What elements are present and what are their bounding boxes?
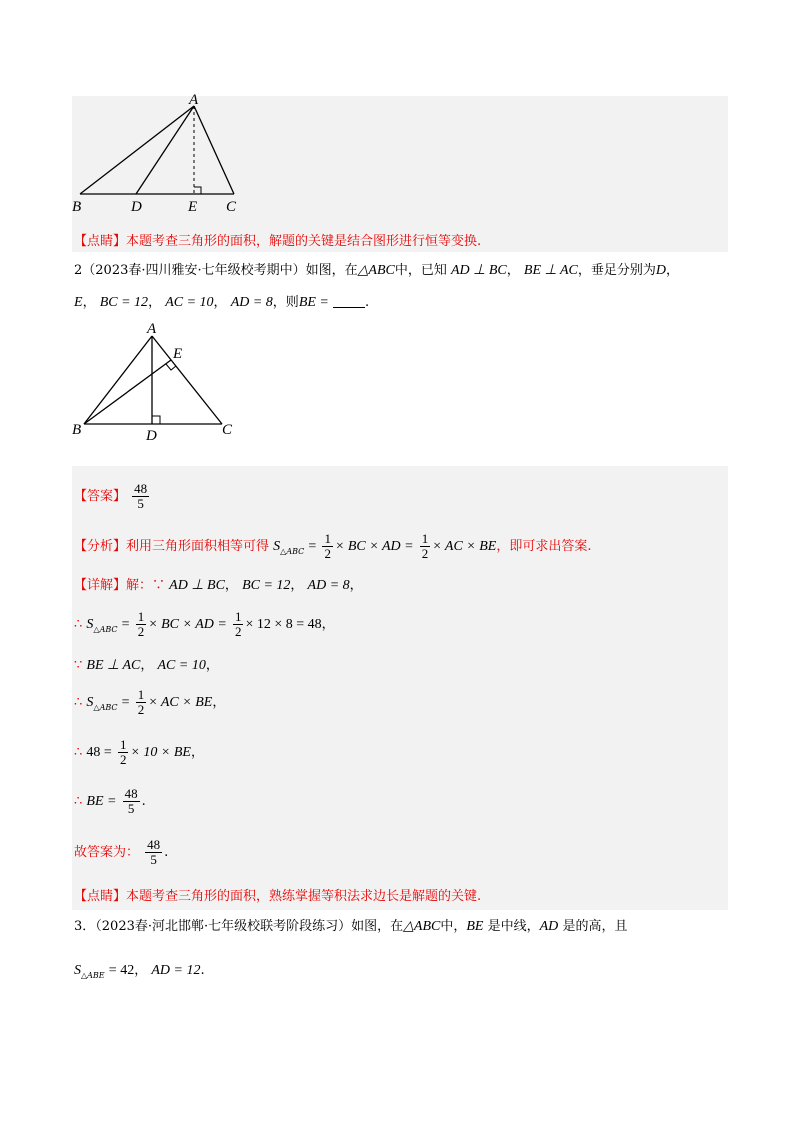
equals: = [121,617,130,632]
triangle-figure-1 [70,92,250,214]
label-d: D [131,199,142,214]
detail-c2: BC = 12 [242,578,291,593]
detail-line-2: ∴ $S_{\triangle ABC}$ = $\frac{1}{2}$ × BC × AD = $\frac{1}{2}$ × 12 × 8 = 48， [74,609,335,639]
half-fraction: $\frac{1}{2}$ [119,737,127,767]
q2-comma: ， [665,263,679,278]
dianjing-tag: 【点睛】 [74,889,127,904]
answer-blank [333,295,365,308]
q2-triangle: △ABC [357,263,395,278]
question-3-line-2 [74,962,205,985]
question-2-line-1 [74,262,679,280]
label-a: A [147,321,157,337]
q3-mid: 中， [440,919,467,934]
q2-bc: BC = 12 [99,295,149,310]
final-answer-line: 故答案为： $\frac{48}{5}$ . [74,837,169,867]
analysis-tag: 【分析】 [74,539,127,554]
label-b: B [72,422,82,438]
dianjing-text: 本题考查三角形的面积，解题的关键是结合图形进行恒等变换. [126,234,482,249]
area-symbol: S [86,695,94,710]
q3-be: BE [466,919,484,934]
detail-line-3: ∵ BE ⊥ AC， AC = 10， [74,658,219,673]
q2-condition-2: BE ⊥ AC [523,263,578,278]
q2-ask: BE = [298,295,329,310]
q3-comma: ， [134,963,148,978]
q2-mid: 中，已知 [394,263,447,278]
therefore-symbol: ∴ [74,617,83,632]
label-e: E [188,199,198,214]
detail-c1: AD ⊥ BC [169,578,225,593]
label-a: A [189,92,199,108]
q3-ad-value: AD = 12 [151,963,201,978]
detail-c4: BE ⊥ AC [86,658,141,673]
half-fraction: $\frac{1}{2}$ [137,609,145,639]
q2-d: D [655,263,666,278]
detail-expr: × 10 × BE [130,745,191,760]
answer-fraction: $\frac{48}{5}$ [134,481,148,511]
q3-ad: AD [539,919,559,934]
half-fraction: $\frac{1}{2}$ [421,531,429,561]
result-fraction: $\frac{48}{5}$ [147,837,161,867]
detail-lhs: BE = [86,794,117,809]
because-symbol: ∵ [74,658,83,673]
detail-intro: 解：∵ [126,578,166,593]
area-subscript: △ABC [93,625,118,634]
area-subscript: △ABC [93,703,118,712]
therefore-symbol: ∴ [74,794,83,809]
detail-tag: 【详解】 [74,578,127,593]
equals: = [121,695,130,710]
area-symbol: S [74,963,81,978]
detail-c3: AD = 8 [307,578,350,593]
analysis-expr-2: × AC × BE [432,539,497,554]
q2-then: ，则 [272,295,299,310]
q3-triangle: △ABC [403,919,441,934]
therefore-symbol: ∴ [74,745,83,760]
q2-e: E [74,295,83,310]
dianjing-2 [74,888,481,906]
final-label: 故答案为： [74,845,140,860]
q3-area-value: = 42 [108,963,135,978]
q2-condition-1: AD ⊥ BC [451,263,507,278]
detail-line-5: ∴ 48 = $\frac{1}{2}$ × 10 × BE， [74,737,204,767]
answer-tag: 【答案】 [74,489,127,504]
half-fraction: $\frac{1}{2}$ [137,687,145,717]
detail-line-4: ∴ $S_{\triangle ABC}$ = $\frac{1}{2}$ × AC × BE， [74,687,226,717]
result-fraction: $\frac{48}{5}$ [124,786,138,816]
q2-ad: AD = 8 [230,295,273,310]
q3-text-1: 是中线， [487,919,540,934]
dianjing-tag: 【点睛】 [74,234,127,249]
detail-expr: × BC × AD = [148,617,227,632]
therefore-symbol: ∴ [74,695,83,710]
label-b: B [72,199,82,214]
analysis-line [74,532,592,567]
detail-c5: AC = 10 [157,658,206,673]
half-fraction: $\frac{1}{2}$ [324,531,331,561]
equals: = [308,539,317,554]
area-subscript: △ABE [81,971,105,980]
question-2-line-2: E， BC = 12， AC = 10， AD = 8，则BE = . [74,295,370,310]
area-symbol: S [273,539,281,554]
analysis-tail: ，即可求出答案. [496,539,592,554]
label-c: C [222,422,233,438]
detail-lhs: 48 = [86,745,112,760]
detail-line-6: ∴ BE = $\frac{48}{5}$ . [74,786,146,816]
half-fraction: $\frac{1}{2}$ [234,609,242,639]
q2-sep: ， [506,263,520,278]
q2-end: . [365,295,370,310]
analysis-expr-1: × BC × AD = [334,539,414,554]
question-3-line-1 [74,918,627,936]
analysis-text: 利用三角形面积相等可得 [126,539,270,554]
q2-suffix: ，垂足分别为 [577,263,656,278]
detail-line-1: 【详解】解：∵ AD ⊥ BC， BC = 12， AD = 8， [74,578,363,593]
area-symbol: S [86,617,94,632]
label-e: E [173,346,183,362]
dianjing-1 [74,233,481,251]
label-c: C [226,199,237,214]
answer-line [74,482,151,512]
q3-text-2: 是的高，且 [562,919,628,934]
label-d: D [146,428,157,442]
q2-ac: AC = 10 [165,295,214,310]
q2-sep2: ， [82,295,96,310]
area-subscript: △ABC [280,547,305,556]
q3-end: . [200,963,205,978]
detail-expr: × AC × BE [148,695,213,710]
detail-calc: × 12 × 8 = 48 [245,617,322,632]
dianjing-text: 本题考查三角形的面积，熟练掌握等积法求边长是解题的关键. [126,889,482,904]
q3-prefix: 3．（2023春·河北邯郸·七年级校联考阶段练习）如图，在 [74,919,404,934]
triangle-figure-2 [70,318,250,442]
q2-prefix: 2（2023春·四川雅安·七年级校考期中）如图，在 [74,263,358,278]
